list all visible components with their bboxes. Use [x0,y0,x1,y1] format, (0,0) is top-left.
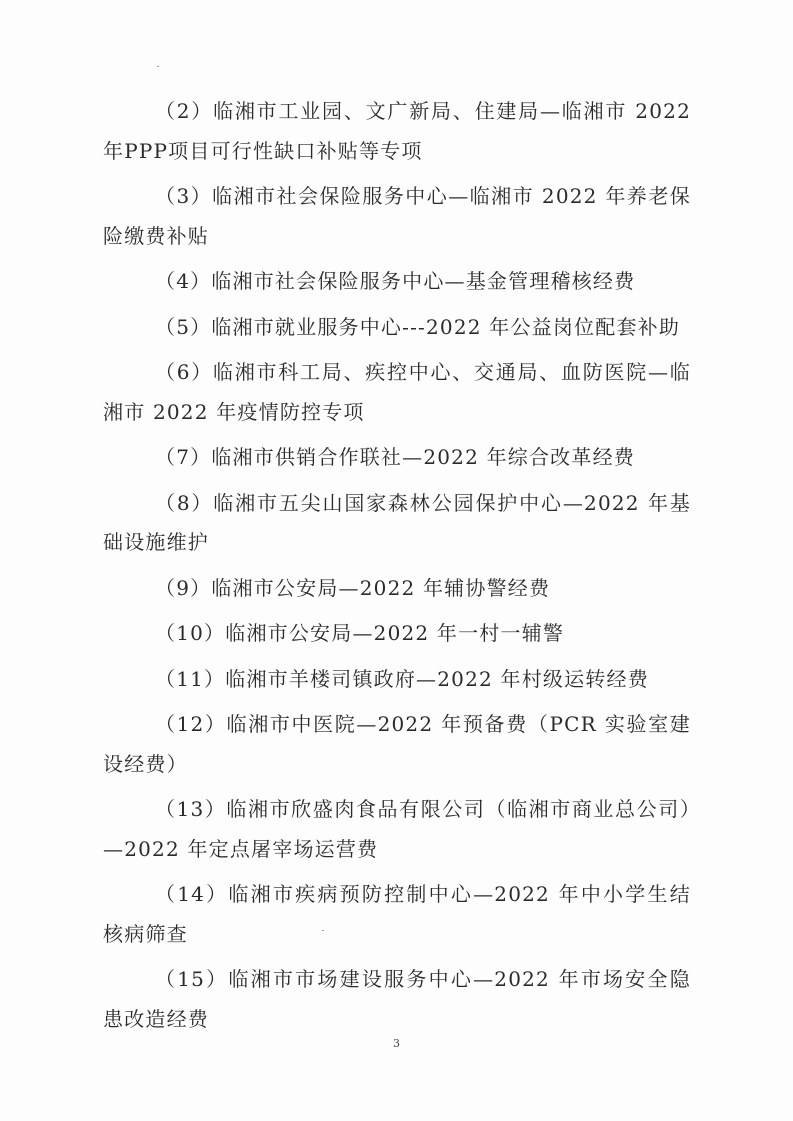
scan-speck [157,66,159,67]
list-item: （10）临湘市公安局—2022 年一村一辅警 [155,621,565,645]
list-item: （15）临湘市市场建设服务中心—2022 年市场安全隐患改造经费 [103,967,691,1031]
list-item: （11）临湘市羊楼司镇政府—2022 年村级运转经费 [155,666,649,691]
list-item: （9）临湘市公安局—2022 年辅协警经费 [155,575,551,600]
list-item: （7）临湘市供销合作联社—2022 年综合改革经费 [155,445,635,469]
list-item: （5）临湘市就业服务中心---2022 年公益岗位配套补助 [155,314,681,339]
list-item: （3）临湘市社会保险服务中心—临湘市 2022 年养老保险缴费补贴 [103,184,691,248]
list-item: （13）临湘市欣盛肉食品有限公司（临湘市商业总公司）—2022 年定点屠宰场运营费 [103,797,691,861]
list-item: （4）临湘市社会保险服务中心—基金管理稽核经费 [155,269,636,293]
list-item: （12）临湘市中医院—2022 年预备费（PCR 实验室建设经费） [103,712,691,776]
list-item: （14）临湘市疾病预防控制中心—2022 年中小学生结核病筛查 [103,882,691,946]
list-item: （6）临湘市科工局、疾控中心、交通局、血防医院—临湘市 2022 年疫情防控专项 [103,360,691,424]
list-item: （8）临湘市五尖山国家森林公园保护中心—2022 年基础设施维护 [103,490,691,554]
document-body [103,92,691,1045]
list-item: （2）临湘市工业园、文广新局、住建局—临湘市 2022 年PPP项目可行性缺口补贴等专项 [103,99,691,163]
page-number: 3 [393,1037,400,1050]
